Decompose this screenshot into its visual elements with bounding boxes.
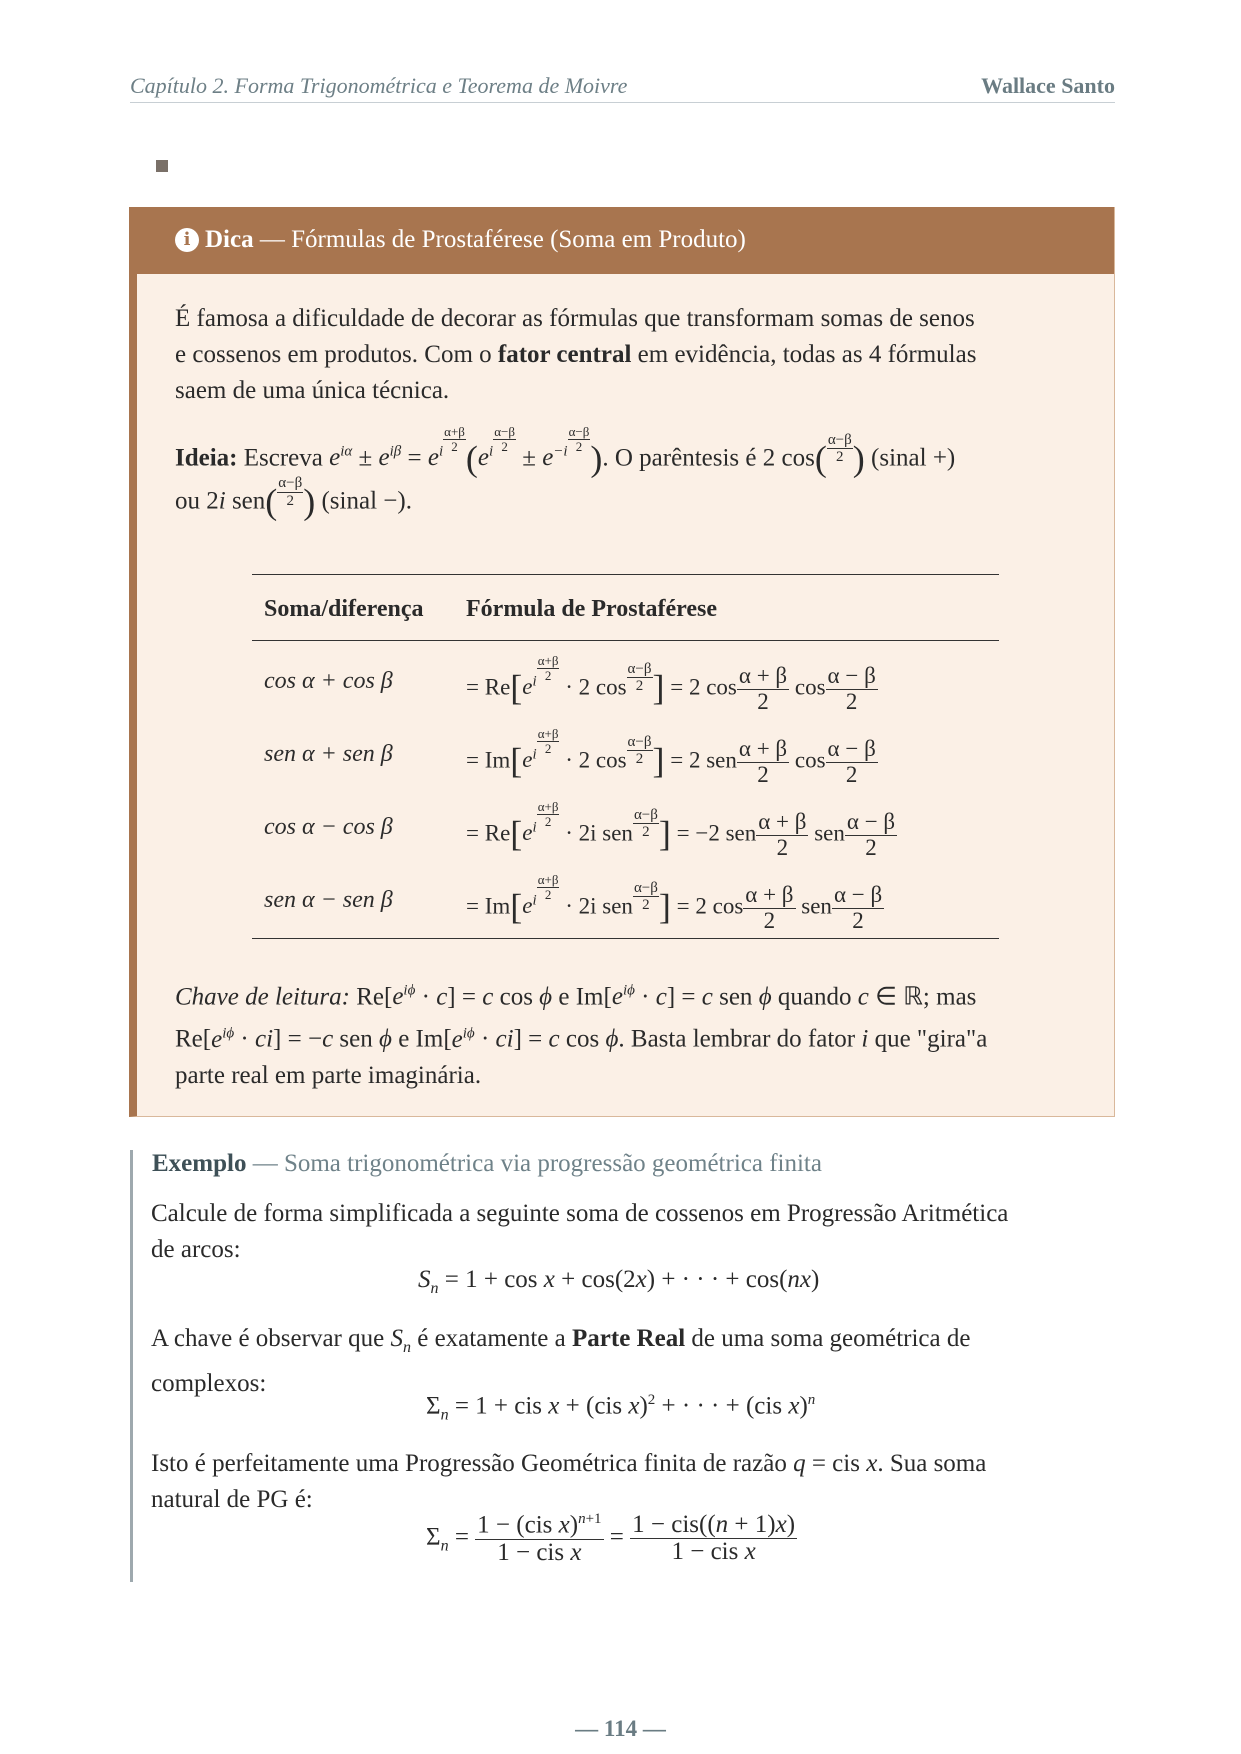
table-mid-rule xyxy=(252,640,999,641)
example-paragraph-2: A chave é observar que $S_n$ é exatamente a Parte Real de uma soma geométrica de complexos: xyxy=(151,1325,971,1397)
reading-key-line-3: parte real em parte imaginária. xyxy=(175,1061,482,1089)
example-side-bar xyxy=(130,1150,133,1582)
reading-key-line-2: $Re[e^{i\phi} \cdot ci] = -c$ sen ϕ e $Im[e^{i\phi} \cdot ci] = c$ cos ϕ. Basta lembrar do fator i que "gira"a xyxy=(175,1025,988,1053)
table-row: cos α − cos β = $Re[e^i$ $\frac{\alpha+\beta}{2}$ · 2i sen $\frac{\alpha-\beta}{2}$ ] = −2 sen $\frac{\alpha + \beta}{2}$ sen $\frac{\alpha - \beta}{2}$ xyxy=(264,799,896,860)
tip-label: Dica xyxy=(205,226,254,253)
table-bottom-rule xyxy=(252,938,999,939)
tip-paragraph xyxy=(175,301,976,409)
chapter-title: Capítulo 2. Forma Trigonométrica e Teorema de Moivre xyxy=(130,73,628,98)
table-header-formula: Fórmula de Prostaférese xyxy=(466,596,718,622)
equation-sum-sn: $S_n = 1 + \cos x + \cos(2x)$ + · · · + cos(nx) xyxy=(418,1266,820,1297)
equation-gp-sum: $\Sigma_n$ = $\frac{1 - (cis x)^{n+1}}{\text{1 − cis x}}$ = $\frac{\text{1 − cis((n + 1)x)}}{\text{1 − cis x}}$ xyxy=(426,1511,796,1566)
ideia-line-2: ou 2i sen( $\frac{\alpha-\beta}{2}$ ) (sinal −). xyxy=(175,475,412,522)
table-top-rule xyxy=(252,574,999,575)
qed-square-icon xyxy=(156,160,168,172)
example-paragraph-3: Isto é perfeitamente uma Progressão Geométrica finita de razão q = cis x. Sua soma natural de PG é: xyxy=(151,1450,987,1513)
author-name: Wallace Santo xyxy=(981,73,1115,98)
example-title: Exemplo — Soma trigonométrica via progressão geométrica finita xyxy=(152,1150,822,1177)
table-header-lhs: Soma/diferença xyxy=(264,596,424,622)
reading-key-line-1: Chave de leitura: $Re[e^{i\phi} \cdot c] = c$ cos ϕ e $Im[e^{i\phi} \cdot c] = c$ sen ϕ quando c ∈ ℝ; mas xyxy=(175,983,977,1011)
running-header xyxy=(130,70,1115,103)
tip-title: — Fórmulas de Prostaférese (Soma em Produto) xyxy=(253,226,746,253)
tip-box-header xyxy=(137,207,1114,274)
info-icon: i xyxy=(175,228,199,252)
example-paragraph-1: Calcule de forma simplificada a seguinte soma de cossenos em Progressão Aritmética de arcos: xyxy=(151,1200,1009,1263)
tip-line-3: saem de uma única técnica. xyxy=(175,377,450,404)
tip-line-1: É famosa a dificuldade de decorar as fórmulas que transformam somas de senos xyxy=(175,305,975,332)
table-row: sen α − sen β = $Im[e^i$ $\frac{\alpha+\beta}{2}$ · 2i sen $\frac{\alpha-\beta}{2}$ ] = 2 cos $\frac{\alpha + \beta}{2}$ sen $\frac{\alpha - \beta}{2}$ xyxy=(264,872,883,933)
equation-sigma-n: $\Sigma_n = 1$ + cis x + (cis x)$^2$ + · · · + (cis x)$^n$ xyxy=(426,1392,816,1424)
table-row: sen α + sen β = $Im[e^i$ $\frac{\alpha+\beta}{2}$ · 2 cos $\frac{\alpha-\beta}{2}$ ] = 2 sen $\frac{\alpha + \beta}{2}$ cos $\frac{\alpha - \beta}{2}$ xyxy=(264,726,876,787)
page-number: — 114 — xyxy=(575,1716,666,1741)
table-row: cos α + cos β = $Re[e^i$ $\frac{\alpha+\beta}{2}$ · 2 cos $\frac{\alpha-\beta}{2}$ ] = 2 cos $\frac{\alpha + \beta}{2}$ cos $\frac{\alpha - \beta}{2}$ xyxy=(264,653,876,714)
ideia-line-1: Ideia: Escreva $e^{i\alpha} \pm e^{i\beta} = e^i$ $\frac{\alpha+\beta}{2}$ ($e^i$ $\frac{\alpha-\beta}{2}$ ± $e^{-i}$ $\frac{\alpha-\beta}{2}$ ). O parêntesis é 2 cos( $\frac{\alpha-\beta}{2}$ ) (sinal +) xyxy=(175,424,956,479)
tip-line-2: e cossenos em produtos. Com o fator central em evidência, todas as 4 fórmulas xyxy=(175,341,977,368)
reading-key xyxy=(175,973,987,1094)
